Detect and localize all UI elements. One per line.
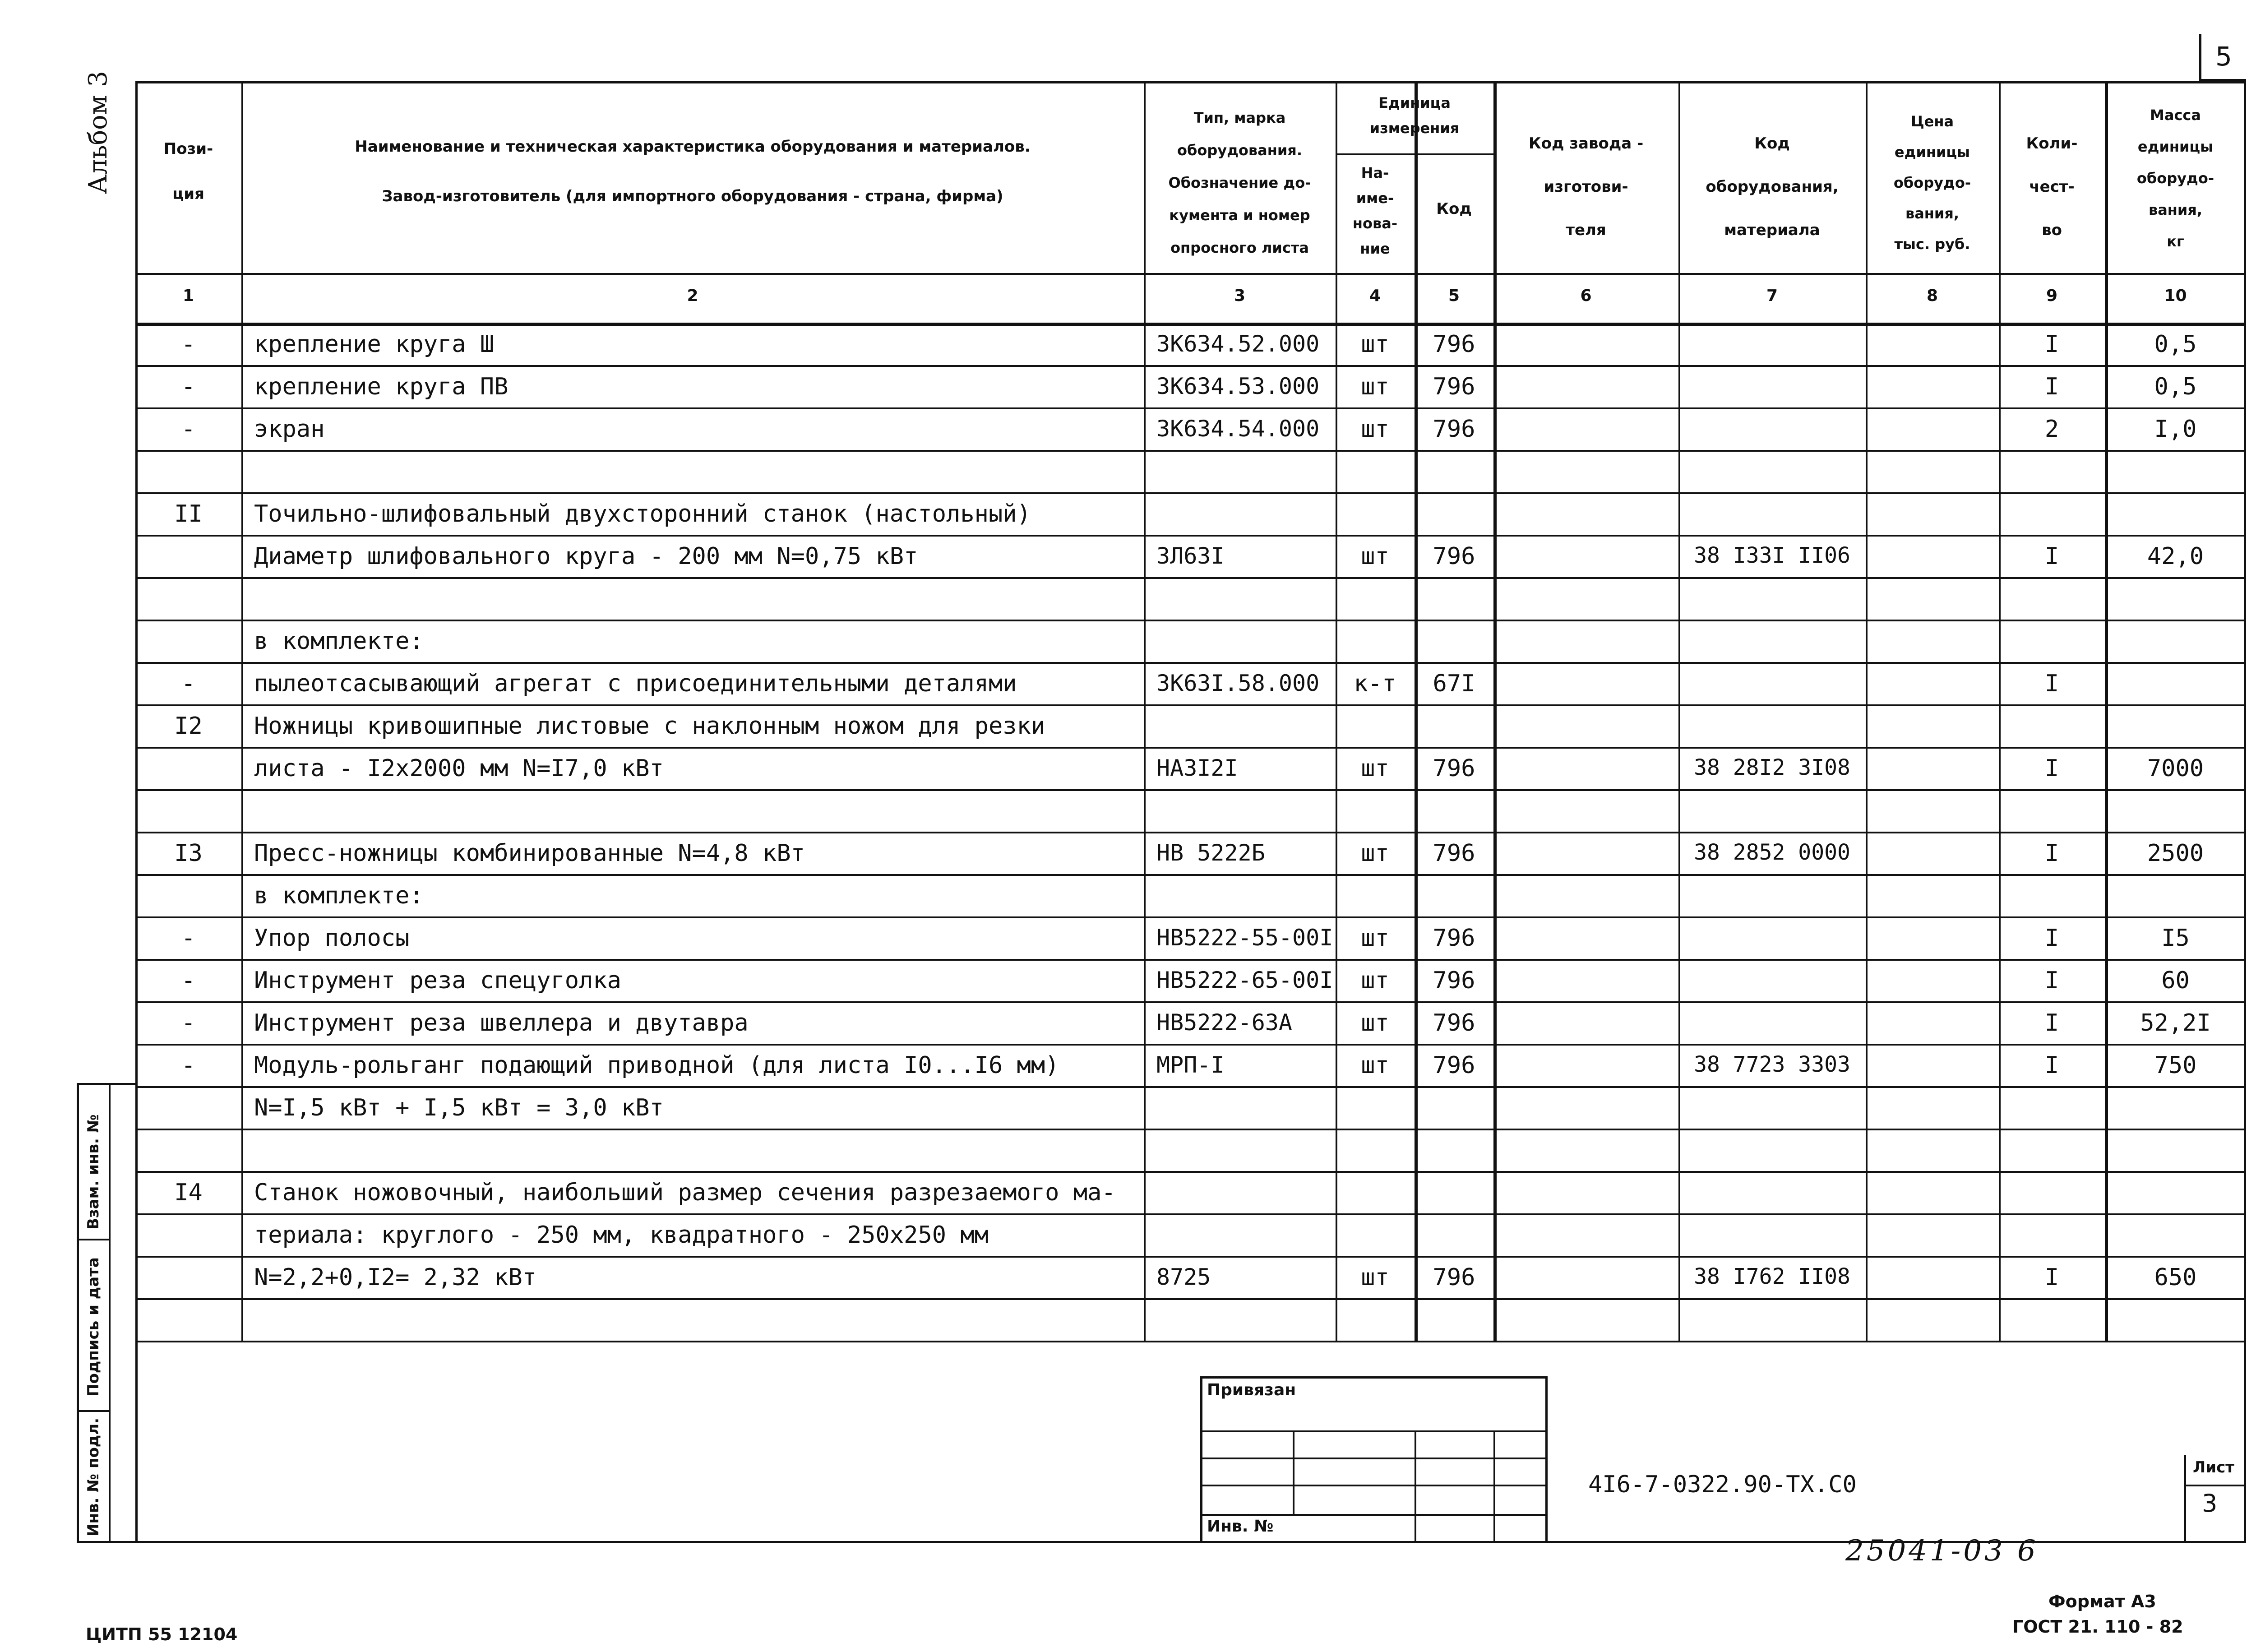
cell-name: Модуль-рольганг подающий приводной (для листа I0...I6 мм) bbox=[254, 1052, 1059, 1079]
cell-name: Точильно-шлифовальный двухсторонний станок (настольный) bbox=[254, 500, 1031, 528]
cell-name: Ножницы кривошипные листовые с наклонным ножом для резки bbox=[254, 713, 1045, 740]
privyazan-label: Привязан bbox=[1207, 1381, 1296, 1399]
cell-unit: шт bbox=[1361, 373, 1389, 400]
cell-name: в комплекте: bbox=[254, 628, 424, 655]
column-number: 2 bbox=[687, 287, 698, 305]
grid-vline bbox=[1999, 81, 2001, 1341]
cell-name: териала: круглого - 250 мм, квадратного - 250x250 мм bbox=[254, 1222, 989, 1249]
header-quantity-line: чест- bbox=[2029, 178, 2075, 196]
header-mass-line: кг bbox=[2167, 233, 2184, 250]
cell-quantity: I bbox=[2044, 670, 2059, 697]
cell-mass: 0,5 bbox=[2154, 331, 2197, 358]
grid-hline bbox=[135, 832, 2246, 833]
cell-type: 8725 bbox=[1156, 1264, 1211, 1290]
cell-unit-code: 796 bbox=[1433, 1009, 1475, 1037]
cell-quantity: I bbox=[2044, 331, 2059, 358]
grid-vline bbox=[1336, 81, 1337, 1341]
header-equipment-code-line: оборудования, bbox=[1706, 178, 1839, 196]
grid-hline bbox=[135, 577, 2246, 579]
header-quantity-line: во bbox=[2042, 221, 2062, 239]
sheet-number: 3 bbox=[2202, 1489, 2218, 1518]
cell-type: НВ5222-65-00I bbox=[1156, 967, 1333, 993]
cell-unit-code: 796 bbox=[1433, 755, 1475, 782]
cell-equipment-code: 38 2852 0000 bbox=[1694, 840, 1850, 865]
header-mass-line: единицы bbox=[2137, 138, 2214, 155]
cell-unit: шт bbox=[1361, 967, 1389, 994]
cell-name: Упор полосы bbox=[254, 925, 410, 952]
cell-mass: I5 bbox=[2161, 925, 2190, 952]
header-price-line: единицы bbox=[1894, 143, 1970, 161]
grid-hline bbox=[135, 535, 2246, 537]
cell-mass: I,0 bbox=[2154, 416, 2197, 443]
footer-format: Формат А3 bbox=[2048, 1592, 2156, 1611]
grid-hline bbox=[135, 874, 2246, 876]
column-number: 9 bbox=[2046, 287, 2058, 305]
grid-hline bbox=[135, 789, 2246, 791]
cell-equipment-code: 38 I33I II06 bbox=[1694, 543, 1850, 568]
cell-name: N=2,2+0,I2= 2,32 кВт bbox=[254, 1264, 537, 1291]
cell-name: Диаметр шлифовального круга - 200 мм N=0,75 кВт bbox=[254, 543, 918, 570]
header-type-line: Обозначение до- bbox=[1168, 174, 1311, 191]
grid-hline bbox=[135, 407, 2246, 409]
cell-type: 3К63I.58.000 bbox=[1156, 670, 1320, 696]
cell-unit: шт bbox=[1361, 840, 1389, 867]
grid-hline bbox=[135, 1171, 2246, 1173]
grid-vline bbox=[1678, 81, 1680, 1341]
grid-hline bbox=[135, 323, 2246, 326]
column-number: 3 bbox=[1234, 287, 1246, 305]
header-type-line: кумента и номер bbox=[1169, 207, 1310, 224]
header-plant-code-line: Код завода - bbox=[1528, 134, 1644, 153]
header-unit-group-line: измерения bbox=[1369, 120, 1460, 137]
cell-unit-code: 796 bbox=[1433, 1264, 1475, 1291]
cell-mass: 750 bbox=[2154, 1052, 2197, 1079]
footer-left: ЦИТП 55 12104 bbox=[86, 1624, 238, 1644]
cell-name: Станок ножовочный, наибольший размер сечения разрезаемого ма- bbox=[254, 1179, 1116, 1206]
cell-unit-code: 796 bbox=[1433, 416, 1475, 443]
cell-position: - bbox=[181, 967, 196, 994]
cell-quantity: 2 bbox=[2044, 416, 2059, 443]
grid-hline bbox=[135, 704, 2246, 706]
cell-position: - bbox=[181, 1052, 196, 1079]
grid-vline bbox=[2105, 81, 2108, 1341]
cell-quantity: I bbox=[2044, 755, 2059, 782]
header-position-line: ция bbox=[172, 185, 204, 203]
album-label: Альбом 3 bbox=[83, 71, 113, 194]
cell-unit: шт bbox=[1361, 755, 1389, 782]
footer-gost: ГОСТ 21. 110 - 82 bbox=[2012, 1617, 2183, 1637]
cell-mass: 0,5 bbox=[2154, 373, 2197, 400]
column-number: 7 bbox=[1766, 287, 1778, 305]
grid-vline bbox=[241, 81, 243, 1341]
header-mass-line: оборудо- bbox=[2136, 170, 2214, 187]
cell-equipment-code: 38 I762 II08 bbox=[1694, 1264, 1850, 1289]
grid-hline bbox=[135, 1044, 2246, 1046]
cell-unit-code: 796 bbox=[1433, 543, 1475, 570]
grid-hline bbox=[135, 662, 2246, 664]
cell-position: I2 bbox=[174, 713, 203, 740]
header-quantity-line: Коли- bbox=[2026, 134, 2078, 153]
header-type-line: Тип, марка bbox=[1193, 109, 1286, 126]
column-number: 1 bbox=[182, 287, 194, 305]
grid-vline bbox=[1415, 81, 1418, 1341]
cell-equipment-code: 38 28I2 3I08 bbox=[1694, 755, 1850, 780]
grid-hline bbox=[135, 365, 2246, 367]
column-number: 4 bbox=[1369, 287, 1381, 305]
cell-type: 3К634.54.000 bbox=[1156, 416, 1320, 442]
grid-hline bbox=[135, 747, 2246, 749]
cell-position: - bbox=[181, 416, 196, 443]
header-unit-group-line: Единица bbox=[1378, 94, 1451, 111]
header-mass-line: Масса bbox=[2150, 106, 2201, 124]
document-code: 4I6-7-0322.90-ТХ.С0 bbox=[1588, 1471, 1857, 1498]
cell-unit-code: 796 bbox=[1433, 373, 1475, 400]
header-equipment-code-line: материала bbox=[1724, 221, 1820, 239]
column-number: 10 bbox=[2164, 287, 2187, 305]
cell-position: I3 bbox=[174, 840, 203, 867]
cell-quantity: I bbox=[2044, 1009, 2059, 1037]
cell-type: НВ5222-63А bbox=[1156, 1009, 1293, 1036]
cell-name: N=I,5 кВт + I,5 кВт = 3,0 кВт bbox=[254, 1094, 664, 1121]
cell-mass: 52,2I bbox=[2140, 1009, 2211, 1037]
cell-type: НВ 5222Б bbox=[1156, 840, 1265, 866]
cell-name: в комплекте: bbox=[254, 882, 424, 909]
cell-position: II bbox=[174, 500, 203, 528]
sheet-label: Лист bbox=[2193, 1458, 2234, 1476]
cell-mass: 42,0 bbox=[2147, 543, 2204, 570]
cell-type: МРП-I bbox=[1156, 1052, 1225, 1078]
header-plant-code-line: изготови- bbox=[1544, 178, 1628, 196]
cell-name: пылеотсасывающий агрегат с присоединительными деталями bbox=[254, 670, 1017, 697]
cell-quantity: I bbox=[2044, 1264, 2059, 1291]
cell-unit-code: 796 bbox=[1433, 925, 1475, 952]
cell-position: - bbox=[181, 373, 196, 400]
grid-hline bbox=[135, 492, 2246, 494]
cell-name: крепление круга Ш bbox=[254, 331, 495, 358]
cell-equipment-code: 38 7723 3303 bbox=[1694, 1052, 1850, 1077]
header-mass-line: вания, bbox=[2148, 201, 2203, 218]
header-type-line: опросного листа bbox=[1170, 239, 1309, 256]
header-unit-name-line: име- bbox=[1356, 190, 1394, 207]
cell-type: НВ5222-55-00I bbox=[1156, 925, 1333, 951]
grid-hline bbox=[135, 1086, 2246, 1088]
cell-quantity: I bbox=[2044, 1052, 2059, 1079]
column-number: 8 bbox=[1926, 287, 1938, 305]
cell-name: Пресс-ножницы комбинированные N=4,8 кВт bbox=[254, 840, 805, 867]
grid-hline bbox=[135, 1001, 2246, 1003]
cell-mass: 60 bbox=[2161, 967, 2190, 994]
cell-name: листа - I2x2000 мм N=I7,0 кВт bbox=[254, 755, 664, 782]
column-number: 5 bbox=[1448, 287, 1460, 305]
cell-unit-code: 796 bbox=[1433, 840, 1475, 867]
side-stamp-sign-date: Подпись и дата bbox=[84, 1257, 102, 1397]
cell-unit-code: 796 bbox=[1433, 967, 1475, 994]
cell-name: Инструмент реза швеллера и двутавра bbox=[254, 1009, 749, 1037]
header-price-line: вания, bbox=[1905, 205, 1960, 222]
grid-vline bbox=[1144, 81, 1146, 1341]
handwritten-number: 25041-03 6 bbox=[1845, 1534, 2039, 1568]
cell-quantity: I bbox=[2044, 543, 2059, 570]
header-type-line: оборудования. bbox=[1177, 142, 1302, 159]
cell-unit: шт bbox=[1361, 1052, 1389, 1079]
cell-unit: шт bbox=[1361, 1009, 1389, 1037]
inv-no-label: Инв. № bbox=[1207, 1517, 1274, 1536]
cell-name: Инструмент реза спецуголка bbox=[254, 967, 621, 994]
cell-position: I4 bbox=[174, 1179, 203, 1206]
cell-position: - bbox=[181, 331, 196, 358]
header-position-line: Пози- bbox=[163, 140, 213, 158]
grid-hline bbox=[135, 1298, 2246, 1300]
cell-position: - bbox=[181, 1009, 196, 1037]
cell-unit-code: 67I bbox=[1433, 670, 1475, 697]
grid-hline bbox=[135, 450, 2246, 452]
header-unit-code: Код bbox=[1436, 200, 1472, 218]
cell-mass: 650 bbox=[2154, 1264, 2197, 1291]
cell-unit-code: 796 bbox=[1433, 331, 1475, 358]
header-plant-code-line: теля bbox=[1566, 221, 1606, 239]
header-equipment-code-line: Код bbox=[1754, 134, 1790, 153]
cell-name: экран bbox=[254, 416, 325, 443]
cell-type: 3К634.52.000 bbox=[1156, 331, 1320, 357]
cell-unit-code: 796 bbox=[1433, 1052, 1475, 1079]
cell-unit: к-т bbox=[1354, 670, 1396, 697]
grid-hline bbox=[135, 1213, 2246, 1215]
cell-unit: шт bbox=[1361, 416, 1389, 443]
cell-unit: шт bbox=[1361, 925, 1389, 952]
header-price-line: Цена bbox=[1910, 113, 1954, 130]
header-name-line: Завод-изготовитель (для импортного оборудования - страна, фирма) bbox=[382, 187, 1003, 205]
header-unit-name-line: На- bbox=[1361, 164, 1389, 181]
cell-quantity: I bbox=[2044, 925, 2059, 952]
cell-quantity: I bbox=[2044, 840, 2059, 867]
grid-vline bbox=[1866, 81, 1868, 1341]
grid-hline bbox=[135, 273, 2246, 275]
cell-name: крепление круга ПВ bbox=[254, 373, 509, 400]
header-price-line: оборудо- bbox=[1893, 174, 1971, 191]
cell-type: 3К634.53.000 bbox=[1156, 373, 1320, 399]
grid-hline bbox=[135, 1341, 2246, 1342]
grid-hline bbox=[1336, 153, 1493, 155]
grid-hline bbox=[135, 959, 2246, 961]
grid-hline bbox=[135, 916, 2246, 918]
cell-position: - bbox=[181, 925, 196, 952]
cell-type: 3Л63I bbox=[1156, 543, 1225, 569]
cell-mass: 7000 bbox=[2147, 755, 2204, 782]
cell-quantity: I bbox=[2044, 967, 2059, 994]
cell-unit: шт bbox=[1361, 543, 1389, 570]
cell-mass: 2500 bbox=[2147, 840, 2204, 867]
side-stamp-zam-inv: Взам. инв. № bbox=[84, 1114, 102, 1230]
grid-hline bbox=[135, 1256, 2246, 1258]
header-price-line: тыс. руб. bbox=[1894, 236, 1970, 253]
cell-unit: шт bbox=[1361, 331, 1389, 358]
cell-quantity: I bbox=[2044, 373, 2059, 400]
header-unit-name-line: нова- bbox=[1352, 215, 1398, 232]
grid-hline bbox=[135, 1129, 2246, 1130]
cell-type: НА3I2I bbox=[1156, 755, 1238, 781]
header-name-line: Наименование и техническая характеристика оборудования и материалов. bbox=[355, 138, 1031, 156]
grid-vline bbox=[1493, 81, 1497, 1341]
page-number-top: 5 bbox=[2199, 34, 2246, 81]
cell-position: - bbox=[181, 670, 196, 697]
header-unit-name-line: ние bbox=[1360, 240, 1390, 257]
cell-unit: шт bbox=[1361, 1264, 1389, 1291]
grid-hline bbox=[135, 620, 2246, 621]
side-stamp-inv-podl: Инв. № подл. bbox=[84, 1417, 102, 1536]
side-stamp bbox=[77, 1083, 138, 1543]
column-number: 6 bbox=[1580, 287, 1592, 305]
